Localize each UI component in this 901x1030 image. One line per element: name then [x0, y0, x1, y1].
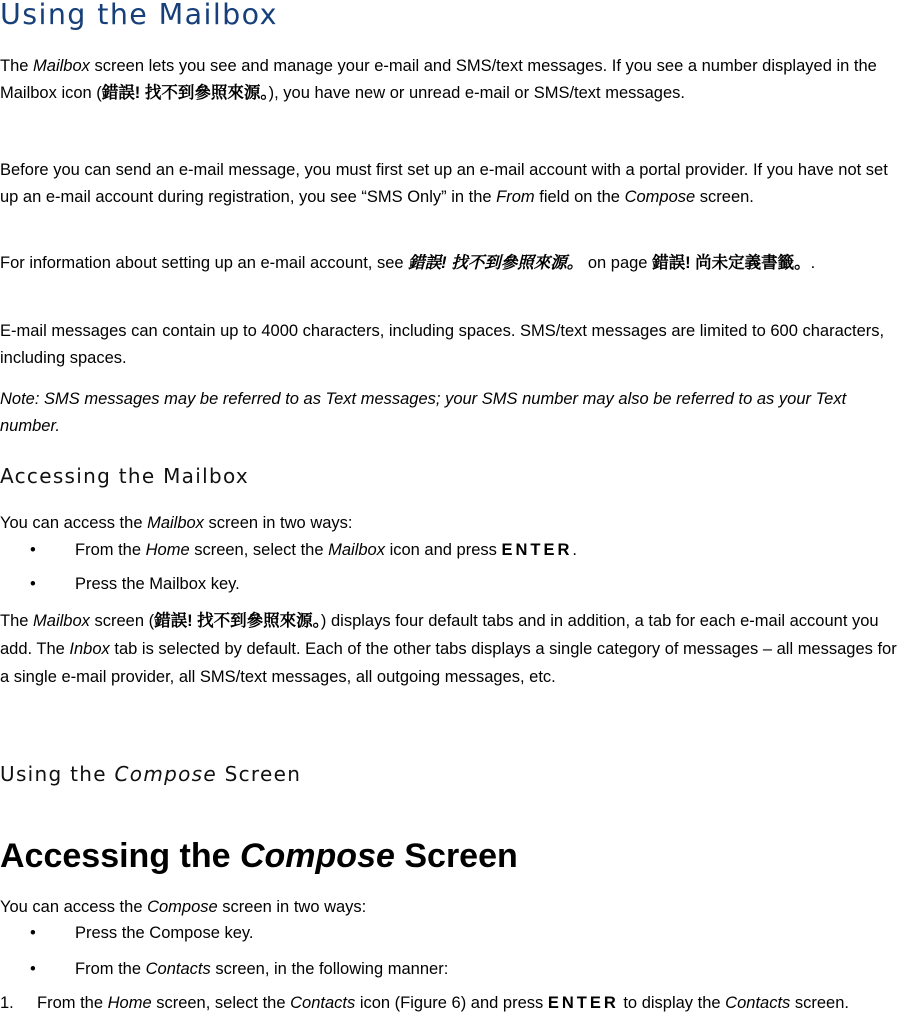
- section-heading-accessing-mailbox: Accessing the Mailbox: [0, 464, 250, 488]
- bullet-icon: •: [30, 960, 36, 978]
- email-setup-paragraph: Before you can send an e-mail message, you must first set up an e-mail account with a portal provider. If you have not set up an e-mail account during registration, you see “SMS Only” in the From field on the Compose screen.: [0, 161, 888, 206]
- note-paragraph: Note: SMS messages may be referred to as Text messages; your SMS number may also be referred to as your Text number.: [0, 390, 847, 435]
- broken-bookmark: 錯誤! 尚未定義書籤。: [652, 254, 811, 272]
- bullet-icon: •: [30, 575, 36, 593]
- broken-reference-link[interactable]: 錯誤! 找不到參照來源。: [408, 254, 584, 272]
- bullet-icon: •: [30, 924, 36, 942]
- section-heading-using-compose: Using the Compose Screen: [0, 762, 302, 786]
- access-mailbox-paragraph: You can access the Mailbox screen in two ways:: [0, 514, 353, 532]
- mailbox-tabs-paragraph: The Mailbox screen (錯誤! 找不到參照來源。) displays four default tabs and in addition, a tab for each e-mail account you add. The Inbox tab is selected by default. Each of the other tabs displays a single category of messages – all messages for a single e-mail provider, all SMS/text messages, all outgoing messages, etc.: [0, 612, 897, 686]
- page-title: Using the Mailbox: [0, 0, 278, 31]
- intro-paragraph: The Mailbox screen lets you see and manage your e-mail and SMS/text messages. If you see a number displayed in the Mailbox icon (錯誤! 找不到參照來源。), you have new or unread e-mail or SMS/text messages.: [0, 57, 877, 102]
- reference-paragraph: For information about setting up an e-mail account, see 錯誤! 找不到參照來源。 on page 錯誤! 尚未定義書籤。.: [0, 254, 816, 272]
- limits-paragraph: E-mail messages can contain up to 4000 characters, including spaces. SMS/text messages are limited to 600 characters, including spaces.: [0, 322, 885, 367]
- broken-reference: 錯誤! 找不到參照來源。: [101, 84, 269, 102]
- access-compose-paragraph: You can access the Compose screen in two ways:: [0, 898, 367, 916]
- section-heading-accessing-compose: Accessing the Compose Screen: [0, 837, 518, 875]
- broken-reference: 錯誤! 找不到參照來源。: [154, 612, 321, 630]
- bullet-icon: •: [30, 541, 36, 559]
